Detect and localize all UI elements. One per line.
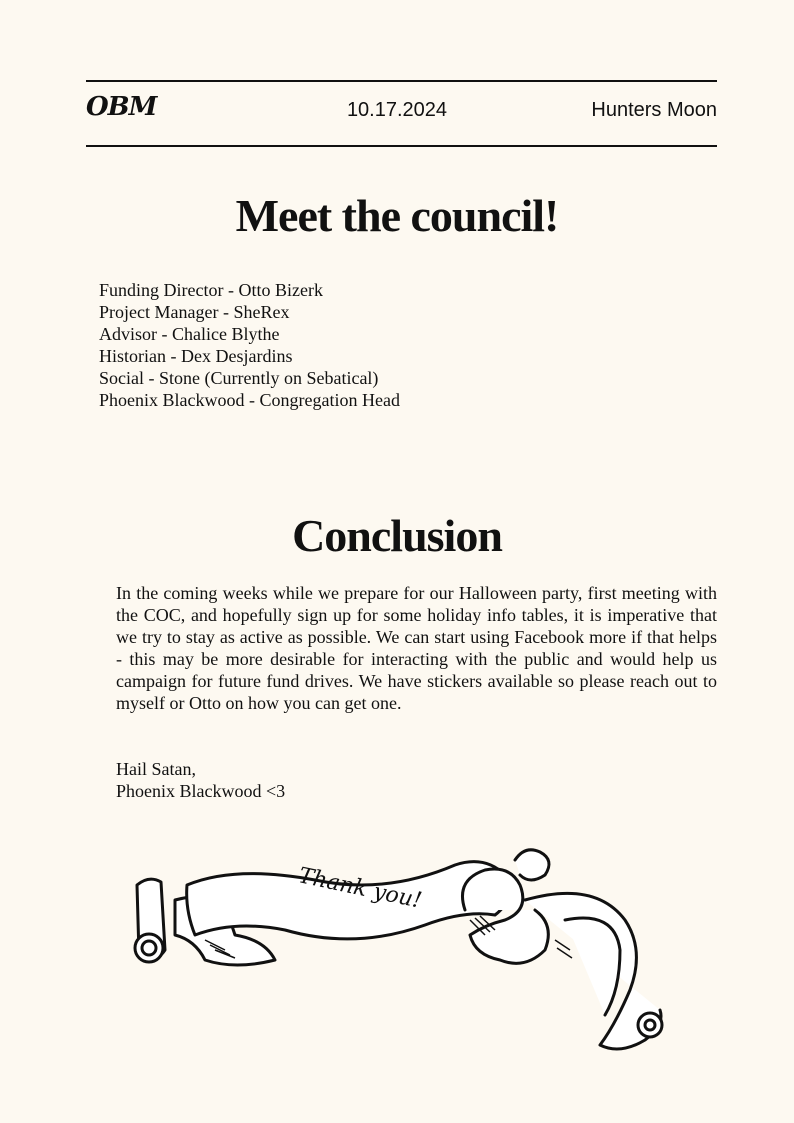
- header-bottom-rule: [86, 145, 717, 147]
- conclusion-paragraph: In the coming weeks while we prepare for our Halloween party, first meeting with the COC, and hopefully sign up for some holiday info tables, it is imperative that we try to stay as active as possible. We can start using Facebook more if that helps - this may be more desirable for interacting with the public and would help us campaign for future fund drives. We have stickers available so please reach out to myself or Otto on how you can get one.: [116, 583, 717, 713]
- issue-name: Hunters Moon: [591, 99, 717, 121]
- ribbon-banner-illustration: [125, 840, 685, 1070]
- thank-you-text: Thank you!: [296, 863, 424, 914]
- council-member: Funding Director - Otto Bizerk: [99, 280, 323, 300]
- council-heading: Meet the council!: [235, 190, 559, 241]
- council-member: Advisor - Chalice Blythe: [99, 324, 280, 344]
- salutation: Hail Satan,: [116, 759, 196, 779]
- logo: OBM: [86, 92, 157, 122]
- council-member: Historian - Dex Desjardins: [99, 346, 293, 366]
- council-member: Social - Stone (Currently on Sebatical): [99, 368, 379, 388]
- issue-date: 10.17.2024: [346, 99, 448, 121]
- council-member: Phoenix Blackwood - Congregation Head: [99, 390, 400, 410]
- signoff: [116, 758, 285, 802]
- header-top-rule: [86, 80, 717, 82]
- conclusion-heading: Conclusion: [292, 510, 502, 561]
- signature: Phoenix Blackwood <3: [116, 781, 286, 801]
- council-member: Project Manager - SheRex: [99, 302, 290, 322]
- council-list: [99, 279, 400, 411]
